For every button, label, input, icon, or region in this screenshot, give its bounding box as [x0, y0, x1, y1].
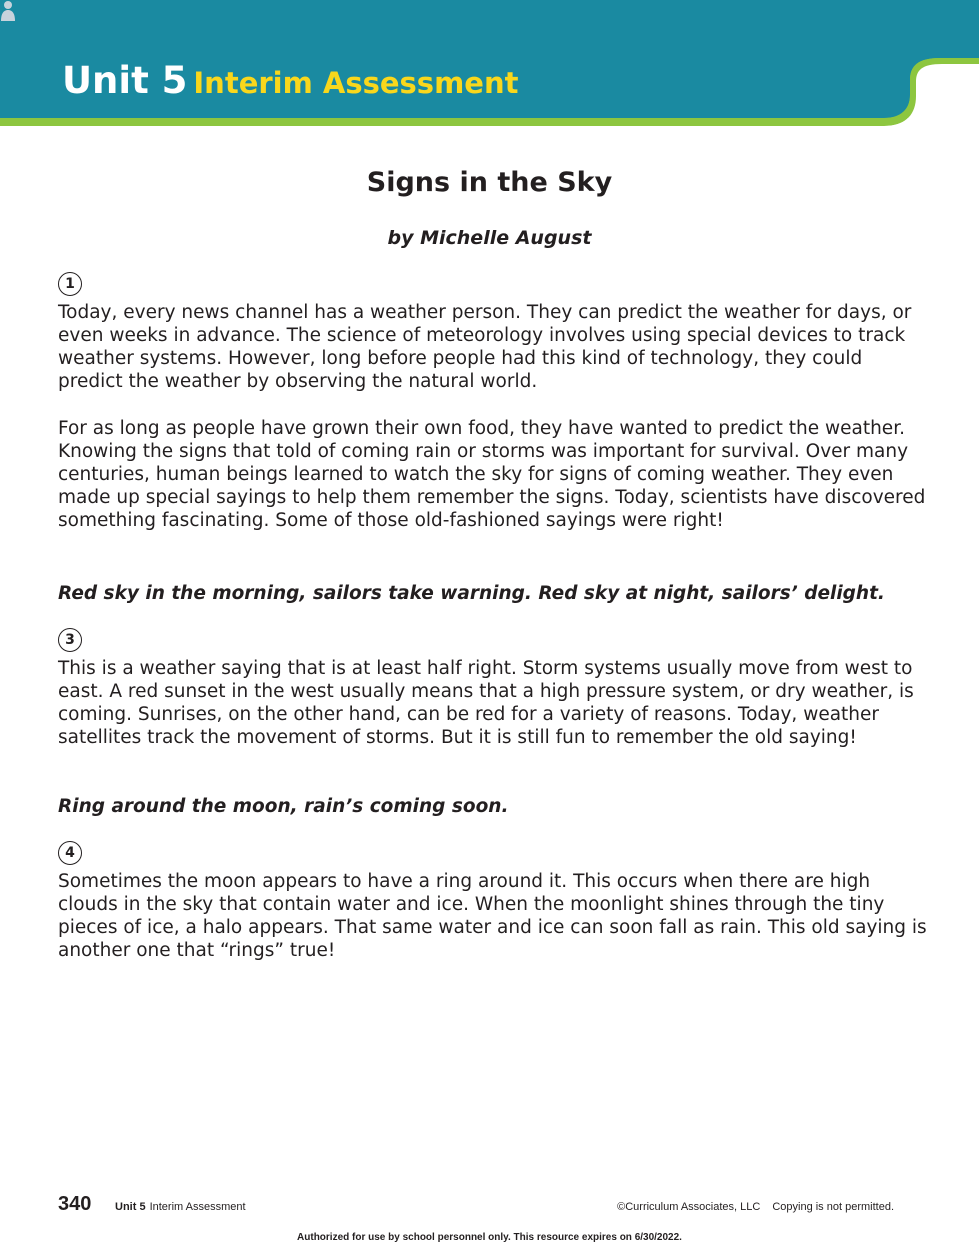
- paragraph-2: For as long as people have grown their own food, they have wanted to predict the weather. Knowing the signs that told of coming rain or storms was important for survival. Over many centuries, human beings learned to watch the sky for signs of coming weather. They even made up special sayings to help them remember the signs. Today, scientists have discovered something fascinating. Some of those old-fashioned sayings were right!: [58, 418, 926, 531]
- paragraph-1: Today, every news channel has a weather person. They can predict the weather for days, or even weeks in advance. The science of meteorology involves using special devices to track weather systems. However, long before people had this kind of technology, they could predict the weather by observing the natural world.: [58, 302, 912, 392]
- footer-copyright: [617, 1200, 894, 1214]
- section-label: Interim Assessment: [193, 66, 519, 100]
- paragraph-number-3: 3: [58, 628, 82, 652]
- paragraph-number-1: 1: [58, 272, 82, 296]
- unit-label: Unit 5: [62, 59, 188, 102]
- unit-title: [62, 58, 518, 106]
- paragraph-4: Sometimes the moon appears to have a ring around it. This occurs when there are high clouds in the sky that contain water and ice. When the moonlight shines through the tiny pieces of ice, a halo appears. That same water and ice can soon fall as rain. This old saying is another one that “rings” true!: [58, 871, 927, 961]
- person-icon: [0, 0, 16, 22]
- article-title: Signs in the Sky: [366, 167, 613, 198]
- saying-red-sky: Red sky in the morning, sailors take warning. Red sky at night, sailors’ delight.: [58, 583, 885, 604]
- page-footer: [58, 1192, 894, 1218]
- footer-unit: Unit 5: [115, 1201, 146, 1213]
- copy-notice: Copying is not permitted.: [772, 1201, 894, 1213]
- article-byline: by Michelle August: [387, 227, 592, 249]
- authorization-notice: Authorized for use by school personnel only. This resource expires on 6/30/2022.: [297, 1232, 682, 1243]
- saying-ring-around-moon: Ring around the moon, rain’s coming soon.: [58, 796, 509, 817]
- footer-unit-label: [115, 1200, 246, 1214]
- footer-section: Interim Assessment: [149, 1201, 246, 1213]
- paragraph-3: This is a weather saying that is at least half right. Storm systems usually move from west to east. A red sunset in the west usually means that a high pressure system, or dry weather, is coming. Sunrises, on the other hand, can be red for a variety of reasons. Today, weather satellites track the movement of storms. But it is still fun to remember the old saying!: [58, 658, 914, 748]
- copyright-text: ©Curriculum Associates, LLC: [617, 1201, 761, 1213]
- page-number: 340: [58, 1193, 92, 1215]
- paragraph-number-4: 4: [58, 841, 82, 865]
- unit-header-banner: [0, 0, 979, 130]
